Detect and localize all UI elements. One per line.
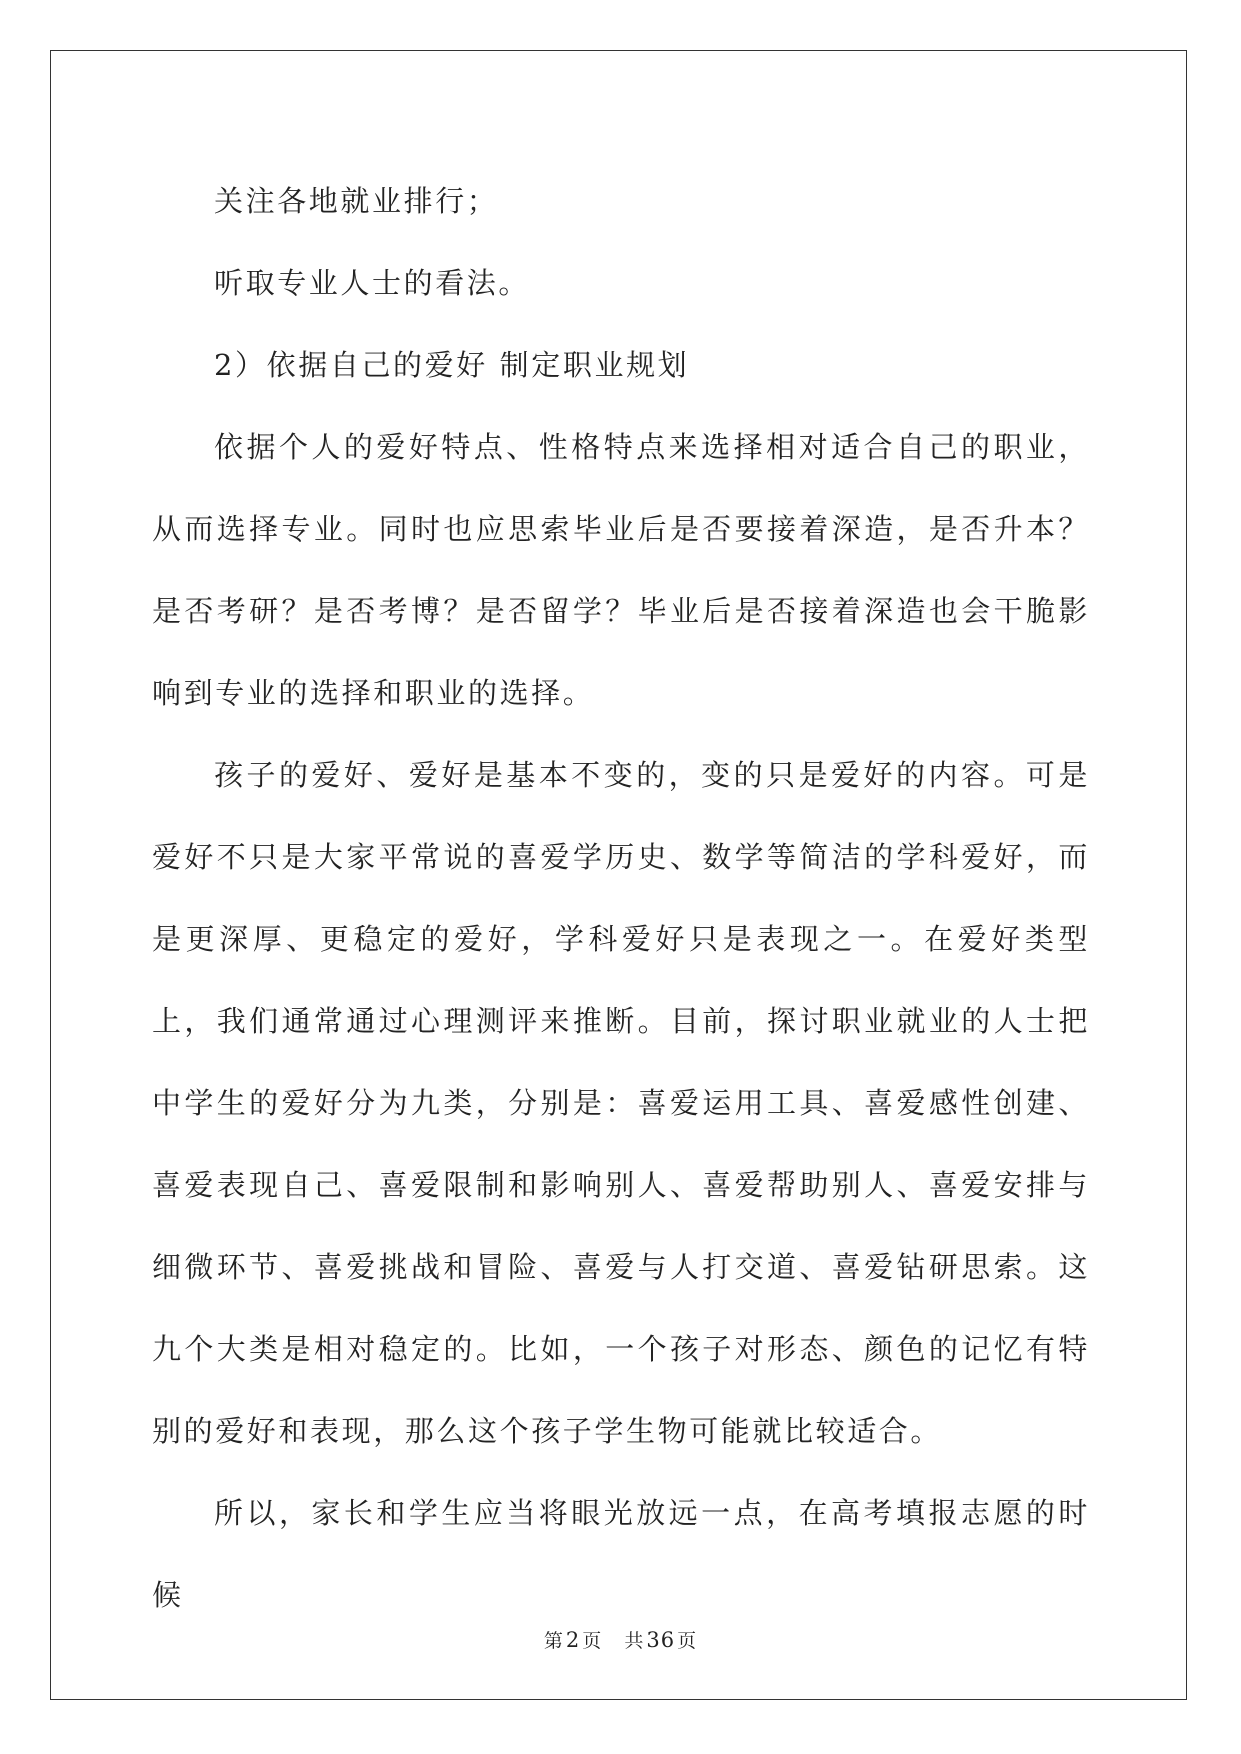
- footer-prefix: 第: [543, 1630, 564, 1652]
- paragraph: 孩子的爱好、爱好是基本不变的，变的只是爱好的内容。可是爱好不只是大家平常说的喜爱学历史、数学等简洁的学科爱好，而是更深厚、更稳定的爱好，学科爱好只是表现之一。在爱好类型上，我们通常通过心理测评来推断。目前，探讨职业就业的人士把中学生的爱好分为九类，分别是：喜爱运用工具、喜爱感性创建、喜爱表现自己、喜爱限制和影响别人、喜爱帮助别人、喜爱安排与细微环节、喜爱挑战和冒险、喜爱与人打交道、喜爱钻研思索。这九个大类是相对稳定的。比如，一个孩子对形态、颜色的记忆有特别的爱好和表现，那么这个孩子学生物可能就比较适合。: [152, 758, 1090, 1448]
- paragraph: 所以，家长和学生应当将眼光放远一点，在高考填报志愿的时候: [152, 1496, 1090, 1612]
- total-pages-number: 36: [646, 1628, 676, 1652]
- footer-total-prefix: 共: [624, 1630, 645, 1652]
- section-heading: 2）依据自己的爱好 制定职业规划: [214, 348, 690, 382]
- footer-total-suffix: 页: [677, 1630, 698, 1652]
- current-page-number: 2: [565, 1628, 581, 1652]
- paragraph: 听取专业人士的看法。: [214, 266, 531, 300]
- page-footer: [0, 1626, 1241, 1653]
- footer-page-suffix: 页: [582, 1630, 603, 1652]
- paragraph: 关注各地就业排行；: [214, 184, 499, 218]
- paragraph: 依据个人的爱好特点、性格特点来选择相对适合自己的职业，从而选择专业。同时也应思索毕业后是否要接着深造，是否升本？是否考研？是否考博？是否留学？毕业后是否接着深造也会干脆影响到专业的选择和职业的选择。: [152, 430, 1090, 710]
- document-body: [152, 160, 1090, 1636]
